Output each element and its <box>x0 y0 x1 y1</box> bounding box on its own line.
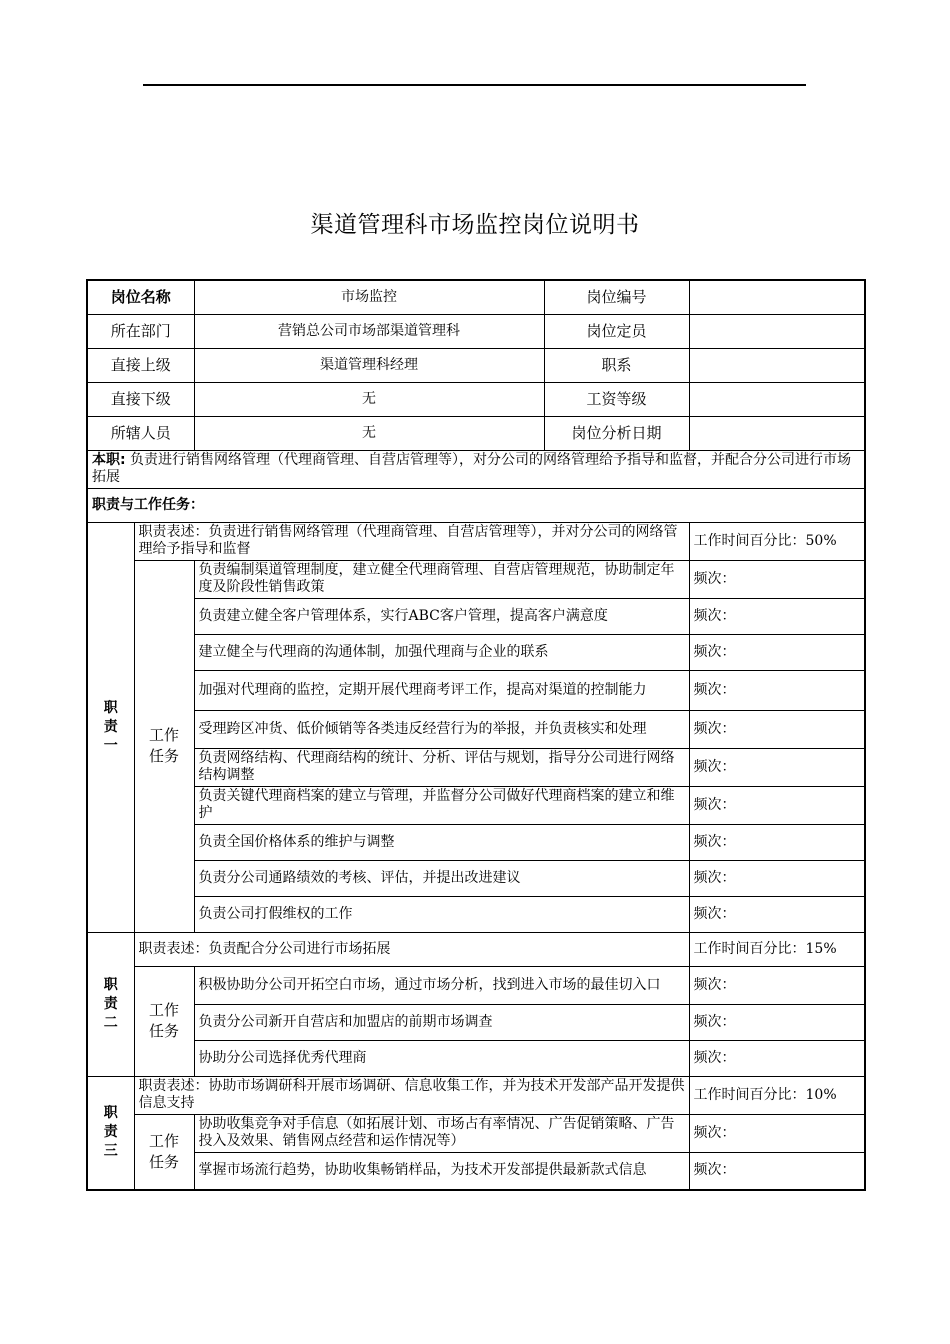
task-label-line: 任务 <box>149 1152 180 1171</box>
task-text: 负责网络结构、代理商结构的统计、分析、评估与规划，指导分公司进行网络结构调整 <box>194 748 689 786</box>
info-row <box>87 314 865 348</box>
info-label: 直接上级 <box>87 348 194 382</box>
task-label-line: 任务 <box>149 747 180 765</box>
task-row <box>87 634 865 670</box>
duty-name <box>87 522 134 932</box>
info-value <box>689 382 865 416</box>
task-row <box>87 670 865 710</box>
duties-body <box>87 522 865 1190</box>
info-label: 直接下级 <box>87 382 194 416</box>
task-label-line: 工作 <box>149 726 180 744</box>
duty-cell <box>87 450 865 488</box>
task-text: 负责分公司新开自营店和加盟店的前期市场调查 <box>194 1004 689 1040</box>
task-text: 建立健全与代理商的沟通体制，加强代理商与企业的联系 <box>194 634 689 670</box>
duty-name-char: 责 <box>103 995 118 1012</box>
duty-name-char: 二 <box>103 1014 118 1031</box>
duty-desc-row <box>87 932 865 966</box>
task-text: 受理跨区冲货、低价倾销等各类违反经营行为的举报，并负责核实和处理 <box>194 710 689 748</box>
duty-desc: 职责表述：协助市场调研科开展市场调研、信息收集工作，并为技术开发部产品开发提供信息支持 <box>134 1076 689 1114</box>
task-row <box>87 896 865 932</box>
info-value: 市场监控 <box>194 280 544 314</box>
page-title: 渠道管理科市场监控岗位说明书 <box>310 212 640 238</box>
info-value <box>689 280 865 314</box>
task-row <box>87 1004 865 1040</box>
task-text: 负责关键代理商档案的建立与管理，并监督分公司做好代理商档案的建立和维护 <box>194 786 689 824</box>
duty-name <box>87 932 134 1076</box>
duty-name-char: 责 <box>103 1124 118 1141</box>
task-row <box>87 1114 865 1152</box>
task-frequency: 频次： <box>689 860 865 896</box>
task-text: 负责建立健全客户管理体系，实行ABC客户管理，提高客户满意度 <box>194 598 689 634</box>
info-label: 所在部门 <box>87 314 194 348</box>
info-value: 营销总公司市场部渠道管理科 <box>194 314 544 348</box>
section-header: 职责与工作任务： <box>87 488 865 522</box>
task-row <box>87 710 865 748</box>
task-frequency: 频次： <box>689 634 865 670</box>
info-value <box>689 416 865 450</box>
header-rule <box>143 84 806 86</box>
info-value <box>689 348 865 382</box>
info-row <box>87 348 865 382</box>
task-text: 负责编制渠道管理制度，建立健全代理商管理、自营店管理规范，协助制定年度及阶段性销售政策 <box>194 560 689 598</box>
task-label <box>134 966 194 1076</box>
duty-pct: 工作时间百分比：10% <box>689 1076 865 1114</box>
task-frequency: 频次： <box>689 560 865 598</box>
task-row <box>87 966 865 1004</box>
task-row <box>87 824 865 860</box>
task-frequency: 频次： <box>689 1040 865 1076</box>
duty-name <box>87 1076 134 1190</box>
task-row <box>87 1152 865 1190</box>
info-label: 岗位分析日期 <box>544 416 689 450</box>
duty-name-char: 职 <box>103 976 118 993</box>
duty-desc: 职责表述：负责配合分公司进行市场拓展 <box>134 932 689 966</box>
duty-desc-row <box>87 522 865 560</box>
info-value: 无 <box>194 382 544 416</box>
info-label: 所辖人员 <box>87 416 194 450</box>
task-label-line: 工作 <box>149 1001 180 1019</box>
duty-pct: 工作时间百分比：15% <box>689 932 865 966</box>
task-frequency: 频次： <box>689 710 865 748</box>
duty-name-char: 三 <box>103 1143 118 1160</box>
task-label <box>134 1114 194 1190</box>
duty-name-char: 职 <box>103 1105 118 1122</box>
task-row <box>87 860 865 896</box>
section-header-row <box>87 488 865 522</box>
duty-desc: 职责表述：负责进行销售网络管理（代理商管理、自营店管理等），并对分公司的网络管理给予指导和监督 <box>134 522 689 560</box>
task-frequency: 频次： <box>689 670 865 710</box>
info-row <box>87 416 865 450</box>
duty-row <box>87 450 865 488</box>
info-value: 渠道管理科经理 <box>194 348 544 382</box>
info-value: 无 <box>194 416 544 450</box>
info-row <box>87 280 865 314</box>
task-row <box>87 560 865 598</box>
task-row <box>87 786 865 824</box>
duty-name-char: 责 <box>103 718 118 735</box>
task-frequency: 频次： <box>689 1114 865 1152</box>
task-frequency: 频次： <box>689 896 865 932</box>
task-text: 加强对代理商的监控，定期开展代理商考评工作，提高对渠道的控制能力 <box>194 670 689 710</box>
task-label <box>134 560 194 932</box>
info-value <box>689 314 865 348</box>
task-label-line: 工作 <box>149 1131 180 1150</box>
task-text: 掌握市场流行趋势，协助收集畅销样品，为技术开发部提供最新款式信息 <box>194 1152 689 1190</box>
job-description-table <box>86 279 866 1191</box>
duty-text: 负责进行销售网络管理（代理商管理、自营店管理等），对分公司的网络管理给予指导和监督，并配合分公司进行市场拓展 <box>92 452 852 485</box>
duty-name-char: 一 <box>103 737 118 754</box>
task-frequency: 频次： <box>689 824 865 860</box>
task-label-line: 任务 <box>149 1022 180 1040</box>
task-frequency: 频次： <box>689 966 865 1004</box>
task-text: 负责全国价格体系的维护与调整 <box>194 824 689 860</box>
task-row <box>87 1040 865 1076</box>
task-row <box>87 598 865 634</box>
info-label: 工资等级 <box>544 382 689 416</box>
info-label: 岗位名称 <box>87 280 194 314</box>
task-text: 协助收集竞争对手信息（如拓展计划、市场占有率情况、广告促销策略、广告投入及效果、销售网点经营和运作情况等） <box>194 1114 689 1152</box>
task-text: 积极协助分公司开拓空白市场，通过市场分析，找到进入市场的最佳切入口 <box>194 966 689 1004</box>
task-frequency: 频次： <box>689 786 865 824</box>
info-row <box>87 382 865 416</box>
duty-desc-row <box>87 1076 865 1114</box>
task-frequency: 频次： <box>689 1004 865 1040</box>
task-text: 负责公司打假维权的工作 <box>194 896 689 932</box>
task-frequency: 频次： <box>689 1152 865 1190</box>
info-label: 职系 <box>544 348 689 382</box>
task-row <box>87 748 865 786</box>
duty-pct: 工作时间百分比：50% <box>689 522 865 560</box>
duty-label: 本职: <box>92 452 126 468</box>
info-label: 岗位定员 <box>544 314 689 348</box>
duty-name-char: 职 <box>103 699 118 716</box>
task-text: 协助分公司选择优秀代理商 <box>194 1040 689 1076</box>
info-label: 岗位编号 <box>544 280 689 314</box>
task-frequency: 频次： <box>689 598 865 634</box>
task-frequency: 频次： <box>689 748 865 786</box>
task-text: 负责分公司通路绩效的考核、评估，并提出改进建议 <box>194 860 689 896</box>
